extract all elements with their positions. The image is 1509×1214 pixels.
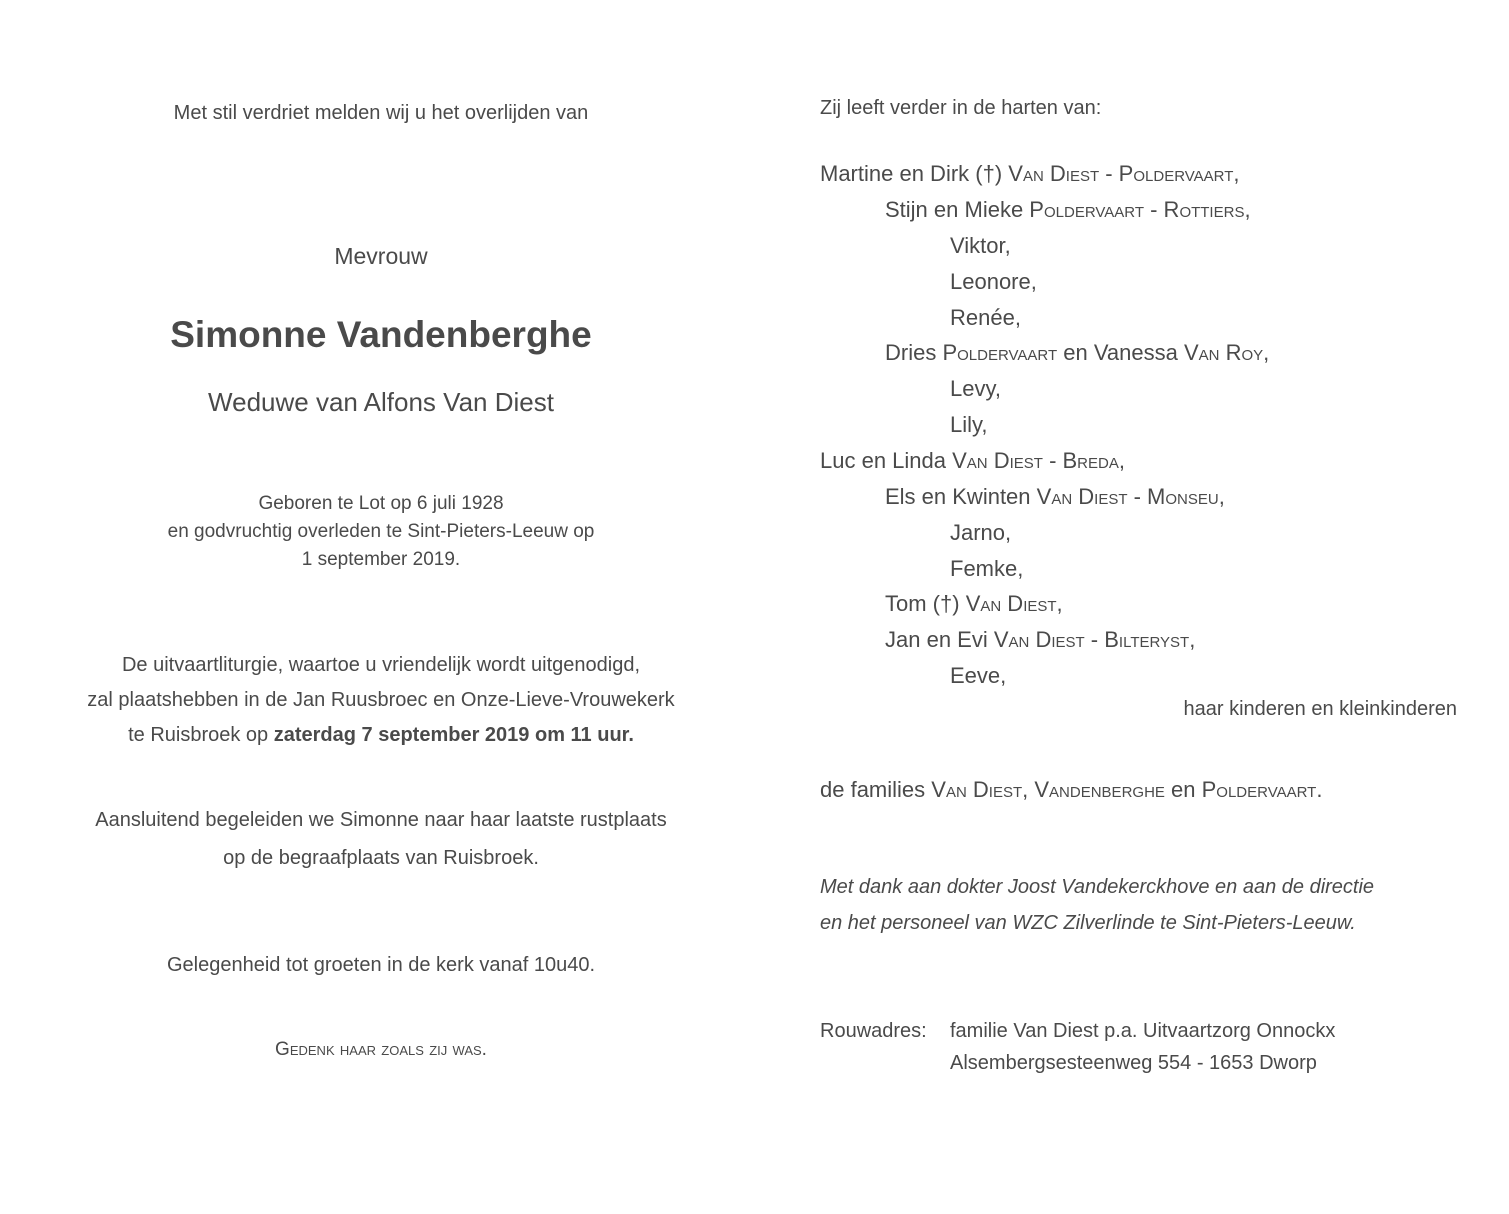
family-line: Dries Poldervaart en Vanessa Van Roy,: [885, 340, 1270, 365]
funeral-line-3: [0, 724, 762, 747]
announcement-intro: Met stil verdriet melden wij u het overlijden van: [173, 102, 589, 124]
family-line: Levy,: [950, 376, 1001, 401]
motto: Gedenk haar zoals zij was.: [275, 1039, 487, 1060]
death-line: en godvruchtig overleden te Sint-Pieters-Leeuw op: [167, 521, 595, 542]
thanks-line-2: en het personeel van WZC Zilverlinde te Sint-Pieters-Leeuw.: [820, 912, 1356, 934]
thanks-line-1: Met dank aan dokter Joost Vandekerckhove en aan de directie: [820, 876, 1375, 898]
survivors-intro: Zij leeft verder in de harten van:: [820, 97, 1102, 119]
funeral-line-1: De uitvaartliturgie, waartoe u vriendelijk wordt uitgenodigd,: [121, 654, 641, 676]
address-label: Rouwadres:: [820, 1020, 927, 1042]
family-line: Renée,: [950, 305, 1021, 330]
family-line: Eeve,: [950, 663, 1007, 688]
address-line-1: familie Van Diest p.a. Uitvaartzorg Onnockx: [950, 1020, 1336, 1042]
deceased-name: Simonne Vandenberghe: [170, 314, 592, 355]
funeral-line-2: zal plaatshebben in de Jan Ruusbroec en Onze-Lieve-Vrouwekerk: [87, 689, 675, 711]
family-line: Martine en Dirk (†) Van Diest - Poldervaart,: [820, 161, 1240, 186]
family-line: Stijn en Mieke Poldervaart - Rottiers,: [885, 197, 1251, 222]
family-line: Lily,: [950, 412, 988, 437]
family-line: Els en Kwinten Van Diest - Monseu,: [885, 484, 1225, 509]
burial-line-2: op de begraafplaats van Ruisbroek.: [223, 847, 539, 869]
funeral-datetime: zaterdag 7 september 2019 om 11 uur.: [273, 724, 634, 746]
families-line: de families Van Diest, Vandenberghe en Poldervaart.: [820, 777, 1323, 802]
burial-line-1: Aansluitend begeleiden we Simonne naar haar laatste rustplaats: [95, 809, 667, 831]
family-line: Jan en Evi Van Diest - Bilteryst,: [885, 627, 1196, 652]
honorific: Mevrouw: [334, 243, 428, 269]
children-grandchildren-label: haar kinderen en kleinkinderen: [1183, 698, 1457, 720]
widow-of: Weduwe van Alfons Van Diest: [208, 387, 554, 417]
family-line: Luc en Linda Van Diest - Breda,: [820, 448, 1125, 473]
family-line: Tom (†) Van Diest,: [885, 591, 1063, 616]
funeral-place: te Ruisbroek op: [128, 724, 274, 746]
family-line: Jarno,: [950, 520, 1012, 545]
birth-line: Geboren te Lot op 6 juli 1928: [258, 493, 504, 514]
address-line-2: Alsembergsesteenweg 554 - 1653 Dworp: [950, 1052, 1317, 1074]
family-line: Femke,: [950, 556, 1024, 581]
family-line: Leonore,: [950, 269, 1037, 294]
family-line: Viktor,: [950, 233, 1011, 258]
death-date: 1 september 2019.: [301, 549, 461, 570]
greeting-time: Gelegenheid tot groeten in de kerk vanaf 10u40.: [166, 954, 596, 976]
